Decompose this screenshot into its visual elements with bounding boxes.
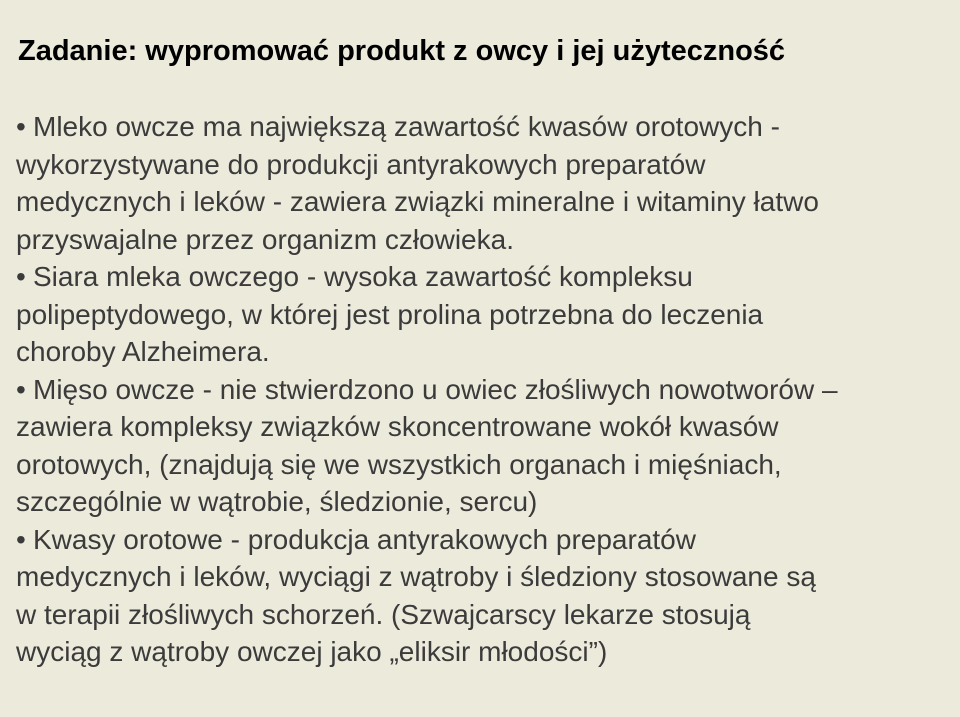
bullet-icon: •: [16, 261, 26, 292]
line-text: orotowych, (znajdują się we wszystkich organach i mięśniach,: [16, 448, 782, 480]
paragraph-line: [16, 183, 951, 221]
paragraph-line: [16, 108, 951, 146]
line-text: medycznych i leków - zawiera związki mineralne i witaminy łatwo: [16, 186, 819, 217]
line-text: przyswajalne przez organizm człowieka.: [16, 223, 514, 255]
line-text: medycznych i leków, wyciągi z wątroby i śledziony stosowane są: [16, 561, 816, 592]
bullet-icon: •: [16, 111, 26, 142]
line-text: Mleko owcze ma największą zawartość kwasów orotowych -: [33, 111, 780, 142]
paragraph-line: [16, 446, 951, 484]
paragraph-line: [16, 258, 951, 296]
paragraph-line: [16, 371, 951, 409]
bullet-icon: •: [16, 373, 26, 405]
line-text: w terapii złośliwych schorzeń. (Szwajcarscy lekarze stosują: [16, 598, 751, 630]
paragraph-line: [16, 521, 951, 559]
line-text: zawiera kompleksy związków skoncentrowane wokół kwasów: [16, 411, 779, 442]
paragraph-line: [16, 296, 951, 334]
bullet-paragraph-meat: [16, 371, 951, 521]
line-text: Mięso owcze - nie stwierdzono u owiec złośliwych nowotworów –: [33, 373, 838, 405]
paragraph-line: [16, 633, 951, 671]
line-text: Kwasy orotowe - produkcja antyrakowych preparatów: [33, 523, 696, 555]
bullet-paragraph-orotic-acids: [16, 521, 951, 671]
paragraph-line: [16, 333, 951, 371]
paragraph-line: [16, 221, 951, 259]
paragraph-line: [16, 146, 951, 184]
slide-title: Zadanie: wypromować produkt z owcy i jej użyteczność: [18, 35, 786, 67]
bullet-paragraph-milk: [16, 108, 951, 258]
bullet-icon: •: [16, 523, 26, 555]
line-text: wyciąg z wątroby owczej jako „eliksir młodości”): [16, 636, 608, 667]
line-text: szczególnie w wątrobie, śledzionie, sercu): [16, 486, 538, 517]
bullet-paragraph-colostrum: [16, 258, 951, 371]
paragraph-line: [16, 408, 951, 446]
paragraph-line: [16, 596, 951, 634]
line-text: choroby Alzheimera.: [16, 336, 270, 367]
paragraph-line: [16, 558, 951, 596]
line-text: Siara mleka owczego - wysoka zawartość kompleksu: [33, 261, 693, 292]
bullet-list: [16, 108, 951, 671]
paragraph-line: [16, 483, 951, 521]
line-text: wykorzystywane do produkcji antyrakowych preparatów: [16, 148, 706, 180]
line-text: polipeptydowego, w której jest prolina potrzebna do leczenia: [16, 298, 764, 330]
